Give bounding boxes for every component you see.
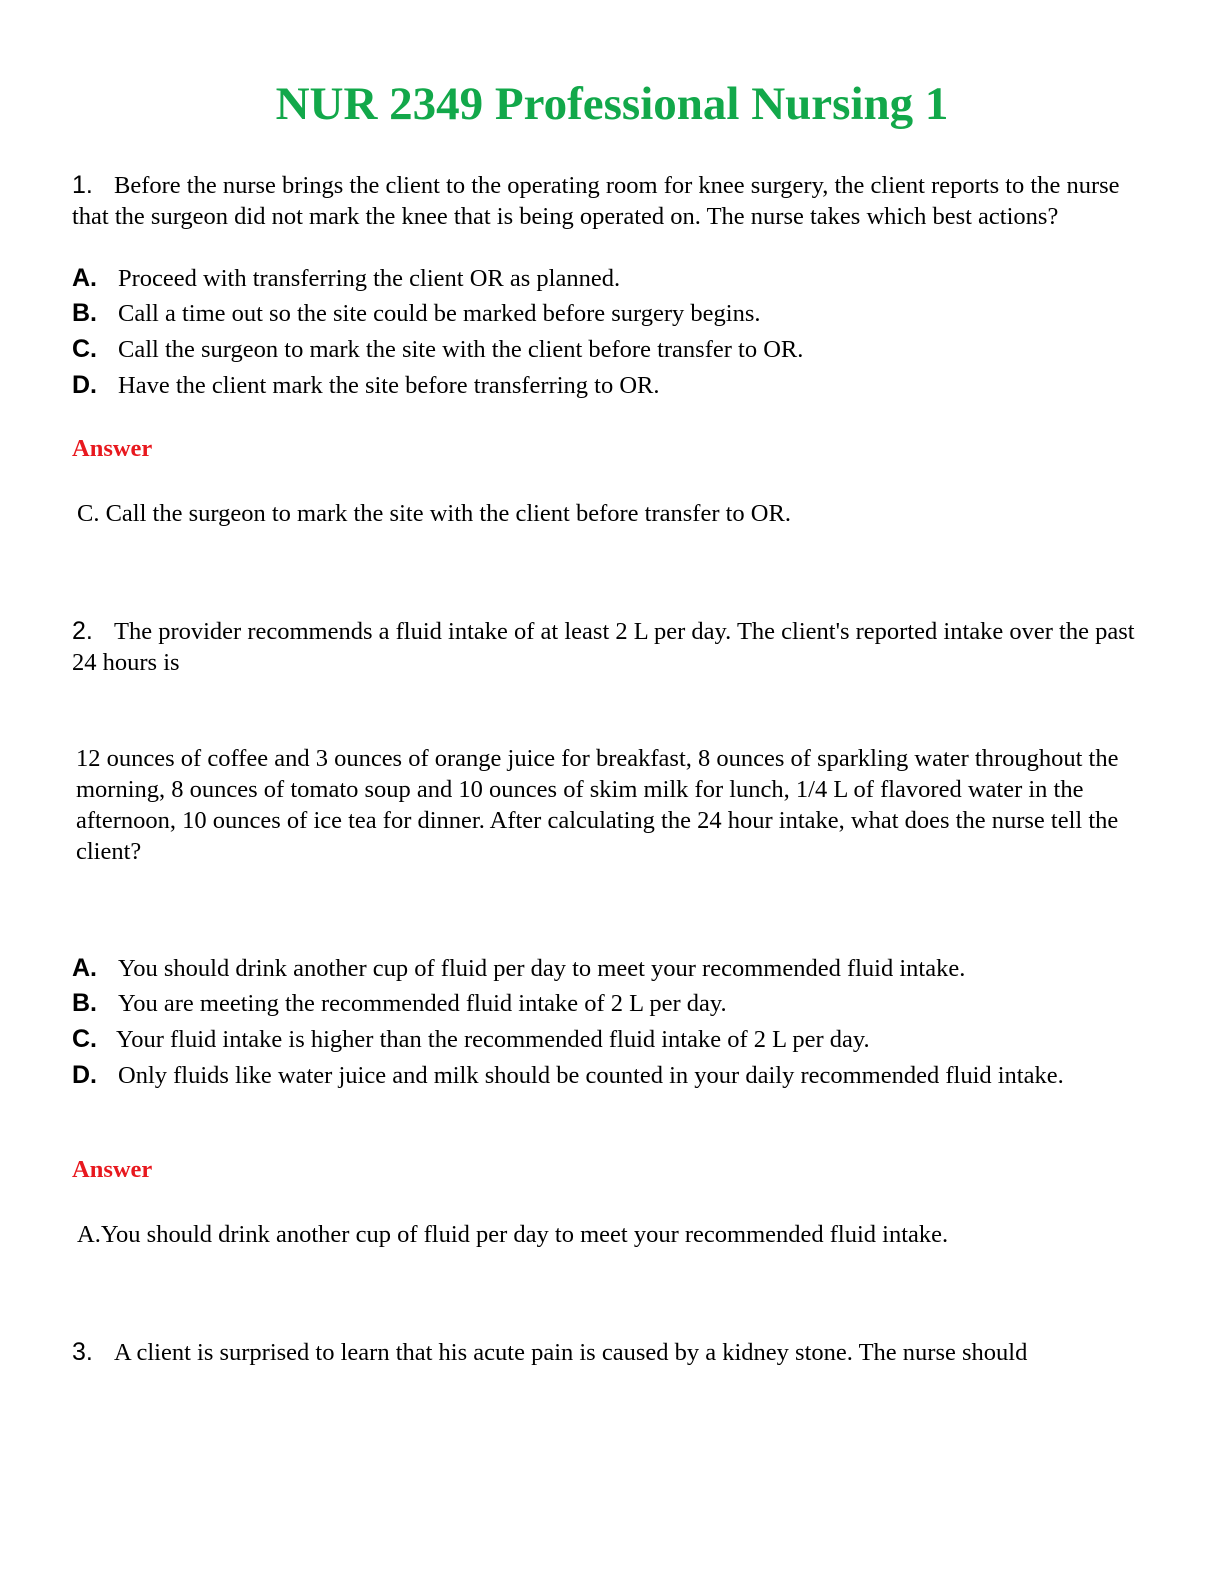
q1-option-d — [72, 370, 1142, 401]
option-text: Call the surgeon to mark the site with the client before transfer to OR. — [118, 336, 804, 363]
question-stem: A client is surprised to learn that his acute pain is caused by a kidney stone. The nurse should — [114, 1339, 1028, 1366]
question-stem: The provider recommends a fluid intake of at least 2 L per day. The client's reported intake over the past 24 hours is — [72, 618, 1135, 676]
q2-intake-details: 12 ounces of coffee and 3 ounces of orange juice for breakfast, 8 ounces of sparkling water throughout the morning, 8 ounces of tomato soup and 10 ounces of skim milk for lunch, 1/4 L of flavored water in the afternoon, 10 ounces of ice tea for dinner. After calculating the 24 hour intake, what does the nurse tell the client? — [76, 745, 1119, 865]
q2-option-a — [72, 953, 1142, 984]
question-1 — [72, 170, 1142, 232]
option-letter: A. — [72, 264, 97, 292]
q1-answer-text: C. Call the surgeon to mark the site with the client before transfer to OR. — [77, 500, 791, 527]
question-stem: Before the nurse brings the client to the operating room for knee surgery, the client reports to the nurse that the surgeon did not mark the knee that is being operated on. The nurse takes which best actions? — [72, 172, 1120, 230]
question-number: 1. — [72, 171, 93, 199]
option-text: You are meeting the recommended fluid intake of 2 L per day. — [118, 990, 727, 1017]
question-2 — [72, 616, 1142, 678]
question-number: 2. — [72, 617, 93, 645]
question-number: 3. — [72, 1338, 93, 1366]
option-text: Your fluid intake is higher than the recommended fluid intake of 2 L per day. — [116, 1026, 870, 1053]
option-letter: B. — [72, 989, 97, 1017]
q1-answer-label: Answer — [72, 435, 153, 462]
q2-answer-label: Answer — [72, 1156, 153, 1183]
option-text: Only fluids like water juice and milk should be counted in your daily recommended fluid intake. — [118, 1062, 1064, 1089]
page-title: NUR 2349 Professional Nursing 1 — [275, 78, 949, 130]
option-letter: C. — [72, 1025, 97, 1053]
q2-answer-text: A.You should drink another cup of fluid per day to meet your recommended fluid intake. — [77, 1221, 949, 1248]
option-letter: A. — [72, 954, 97, 982]
option-letter: D. — [72, 371, 97, 399]
question-3 — [72, 1337, 1142, 1368]
q1-option-b — [72, 298, 1142, 329]
q1-option-c — [72, 334, 1142, 365]
option-text: Call a time out so the site could be marked before surgery begins. — [118, 300, 761, 327]
q2-option-b — [72, 988, 1142, 1019]
option-letter: C. — [72, 335, 97, 363]
q1-option-a — [72, 263, 1142, 294]
option-text: Proceed with transferring the client OR as planned. — [118, 265, 621, 292]
option-text: Have the client mark the site before transferring to OR. — [118, 372, 660, 399]
option-letter: D. — [72, 1061, 97, 1089]
option-text: You should drink another cup of fluid per day to meet your recommended fluid intake. — [118, 955, 966, 982]
q2-option-c — [72, 1024, 1142, 1055]
option-letter: B. — [72, 299, 97, 327]
q2-option-d — [72, 1060, 1142, 1091]
